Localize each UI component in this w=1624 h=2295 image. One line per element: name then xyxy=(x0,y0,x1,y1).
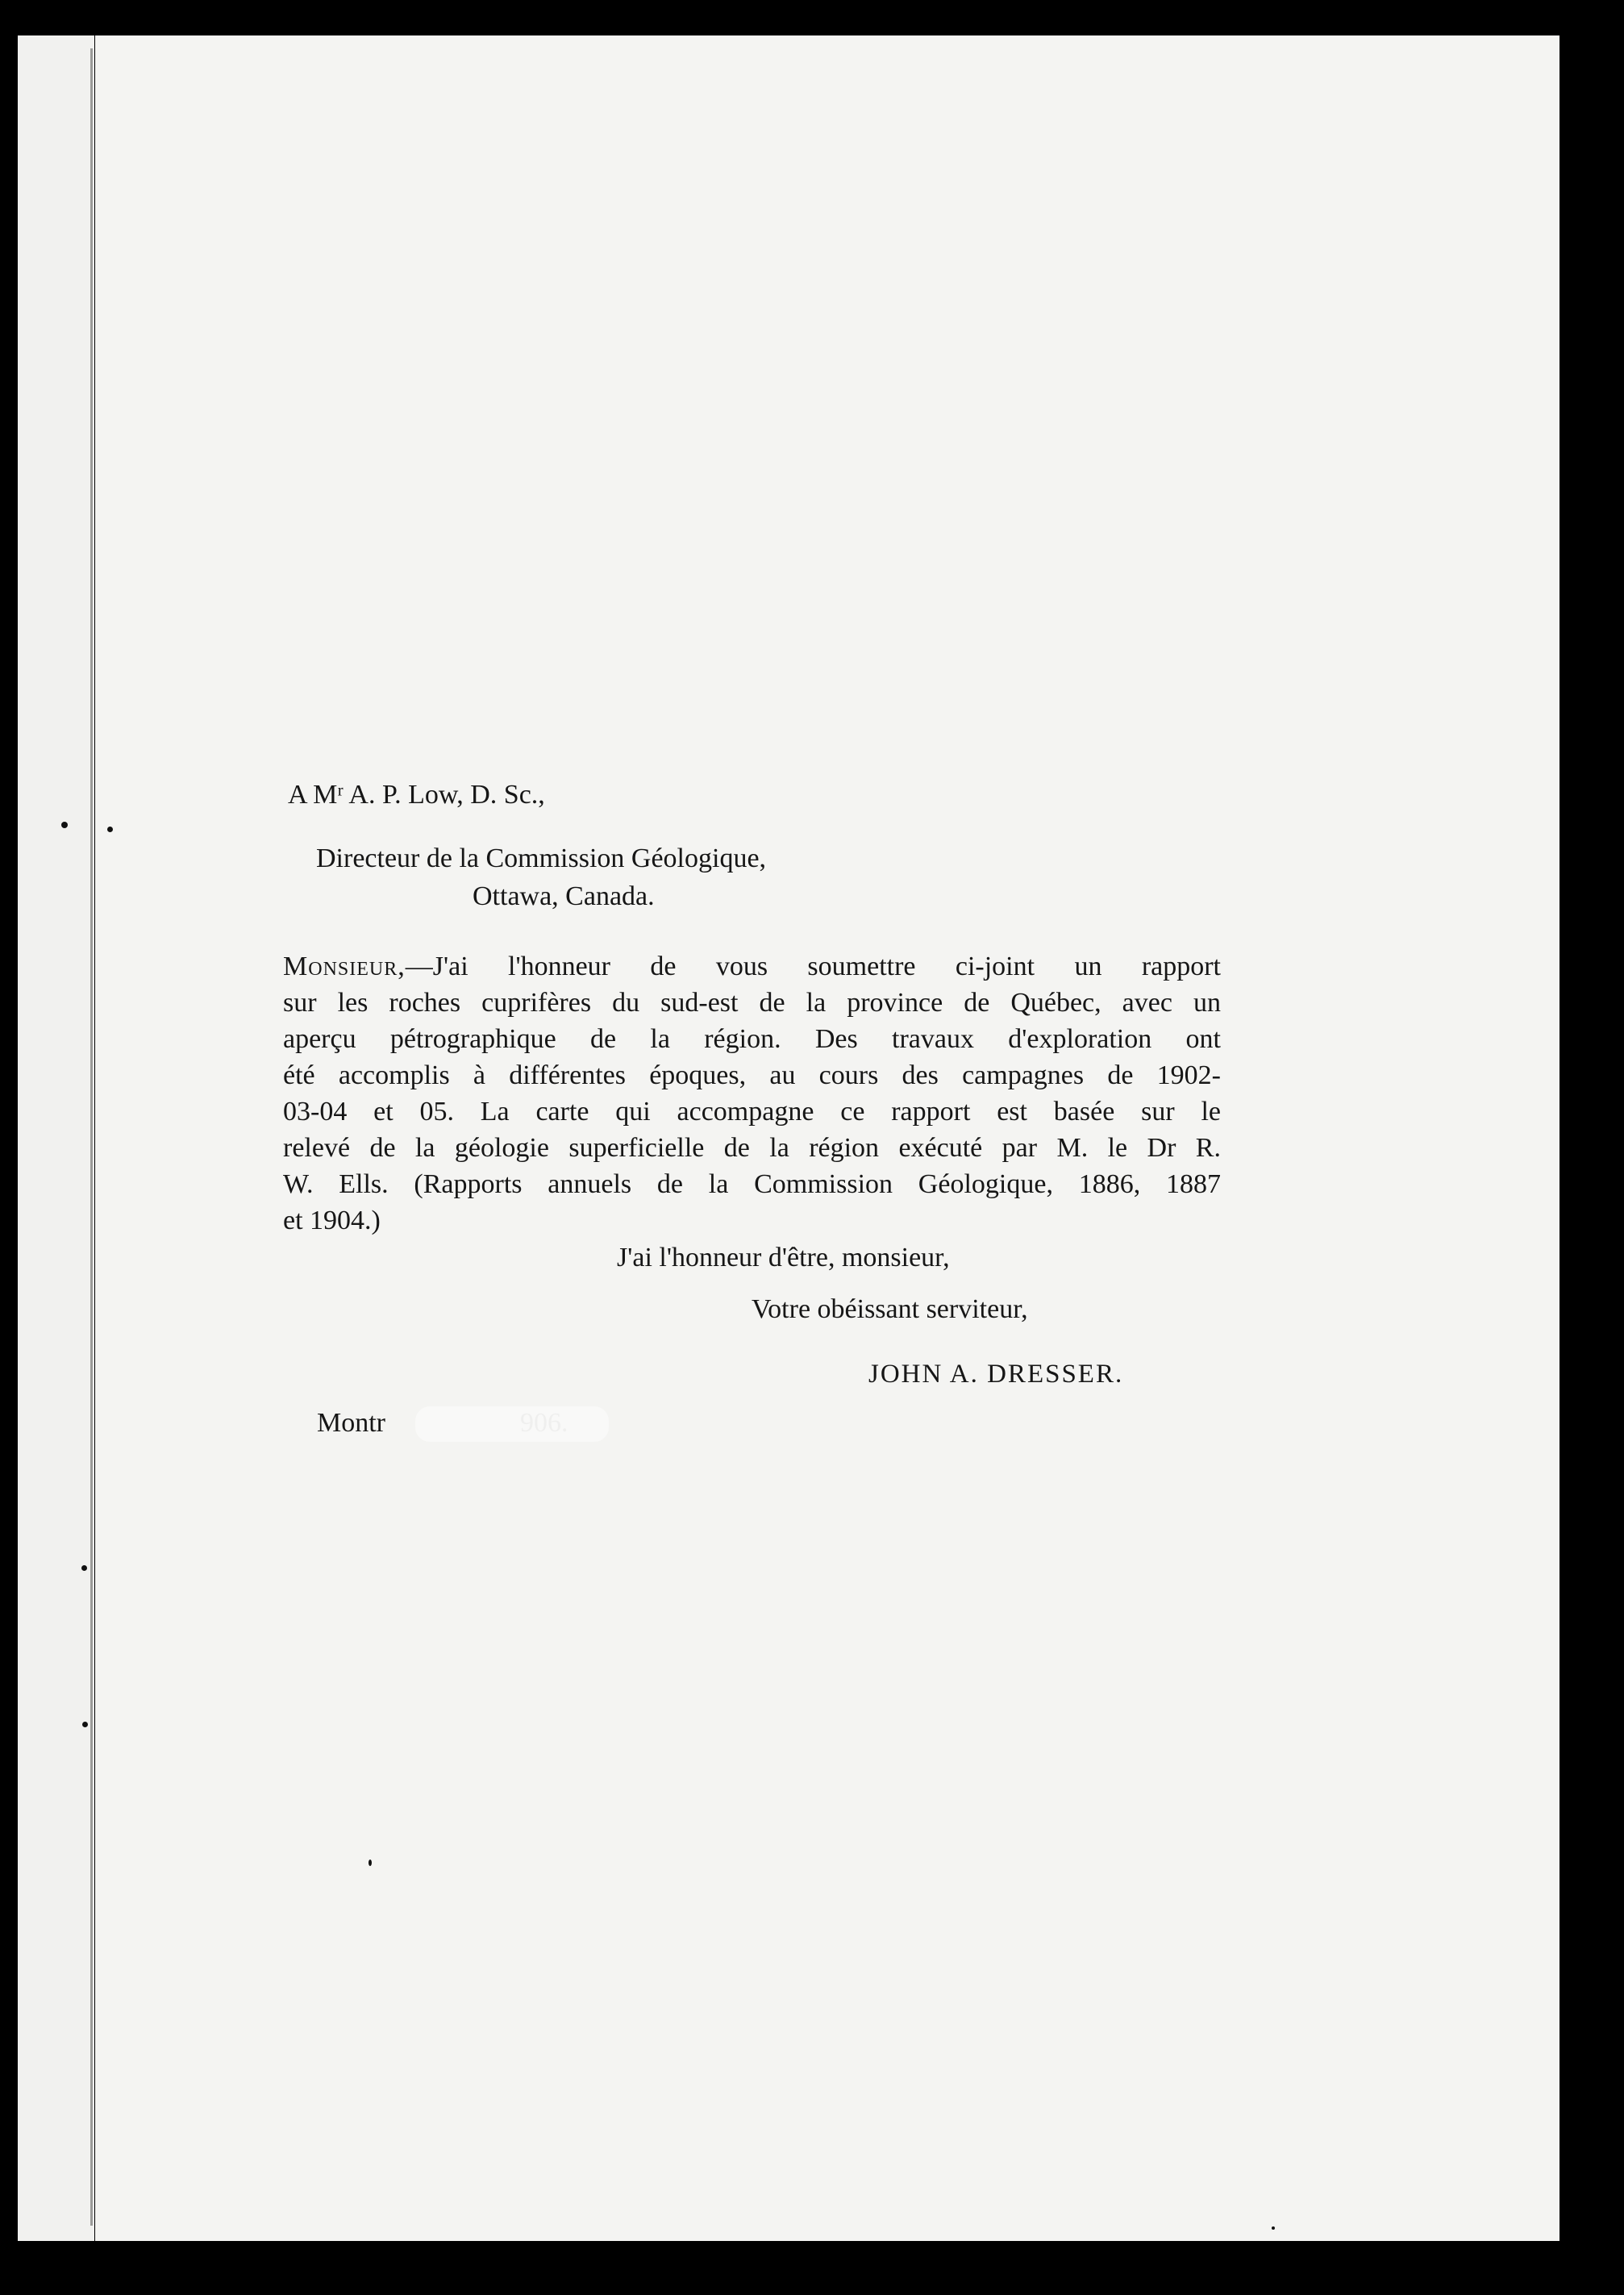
scan-speck xyxy=(107,827,113,832)
closing-line-1: J'ai l'honneur d'être, monsieur, xyxy=(617,1243,950,1272)
body-line-3: aperçu pétrographique de la région. Des travaux d'exploration ont xyxy=(283,1024,1221,1054)
faded-print-blot xyxy=(415,1406,609,1442)
body-line-7: W. Ells. (Rapports annuels de la Commission Géologique, 1886, 1887 xyxy=(283,1169,1221,1199)
body-line-8: et 1904.) xyxy=(283,1206,381,1235)
addressee-line: A Mʳ A. P. Low, D. Sc., xyxy=(288,780,545,810)
body-line-6: relevé de la géologie superficielle de la région exécuté par M. le Dr R. xyxy=(283,1133,1221,1163)
page-gutter xyxy=(90,48,93,2226)
facing-page-edge xyxy=(18,35,94,2241)
city-line: Ottawa, Canada. xyxy=(473,881,655,911)
scan-speck xyxy=(81,1565,87,1571)
body-text-1: —J'ai l'honneur de vous soumettre ci-joint un rapport xyxy=(405,952,1221,981)
director-line: Directeur de la Commission Géologique, xyxy=(316,843,767,873)
scan-speck xyxy=(369,1860,372,1866)
body-line-1 xyxy=(283,951,1221,983)
place-text: Montr xyxy=(317,1408,385,1438)
closing-line-2: Votre obéissant serviteur, xyxy=(752,1294,1028,1324)
salutation: Monsieur, xyxy=(283,952,406,981)
body-line-2: sur les roches cuprifères du sud-est de la province de Québec, avec un xyxy=(283,988,1221,1018)
scan-speck xyxy=(61,822,68,828)
scan-speck xyxy=(82,1722,88,1727)
signature: JOHN A. DRESSER. xyxy=(868,1360,1124,1389)
body-line-5: 03-04 et 05. La carte qui accompagne ce rapport est basée sur le xyxy=(283,1097,1221,1127)
body-line-4: été accomplis à différentes époques, au cours des campagnes de 1902- xyxy=(283,1060,1221,1090)
scan-speck xyxy=(1272,2226,1275,2230)
